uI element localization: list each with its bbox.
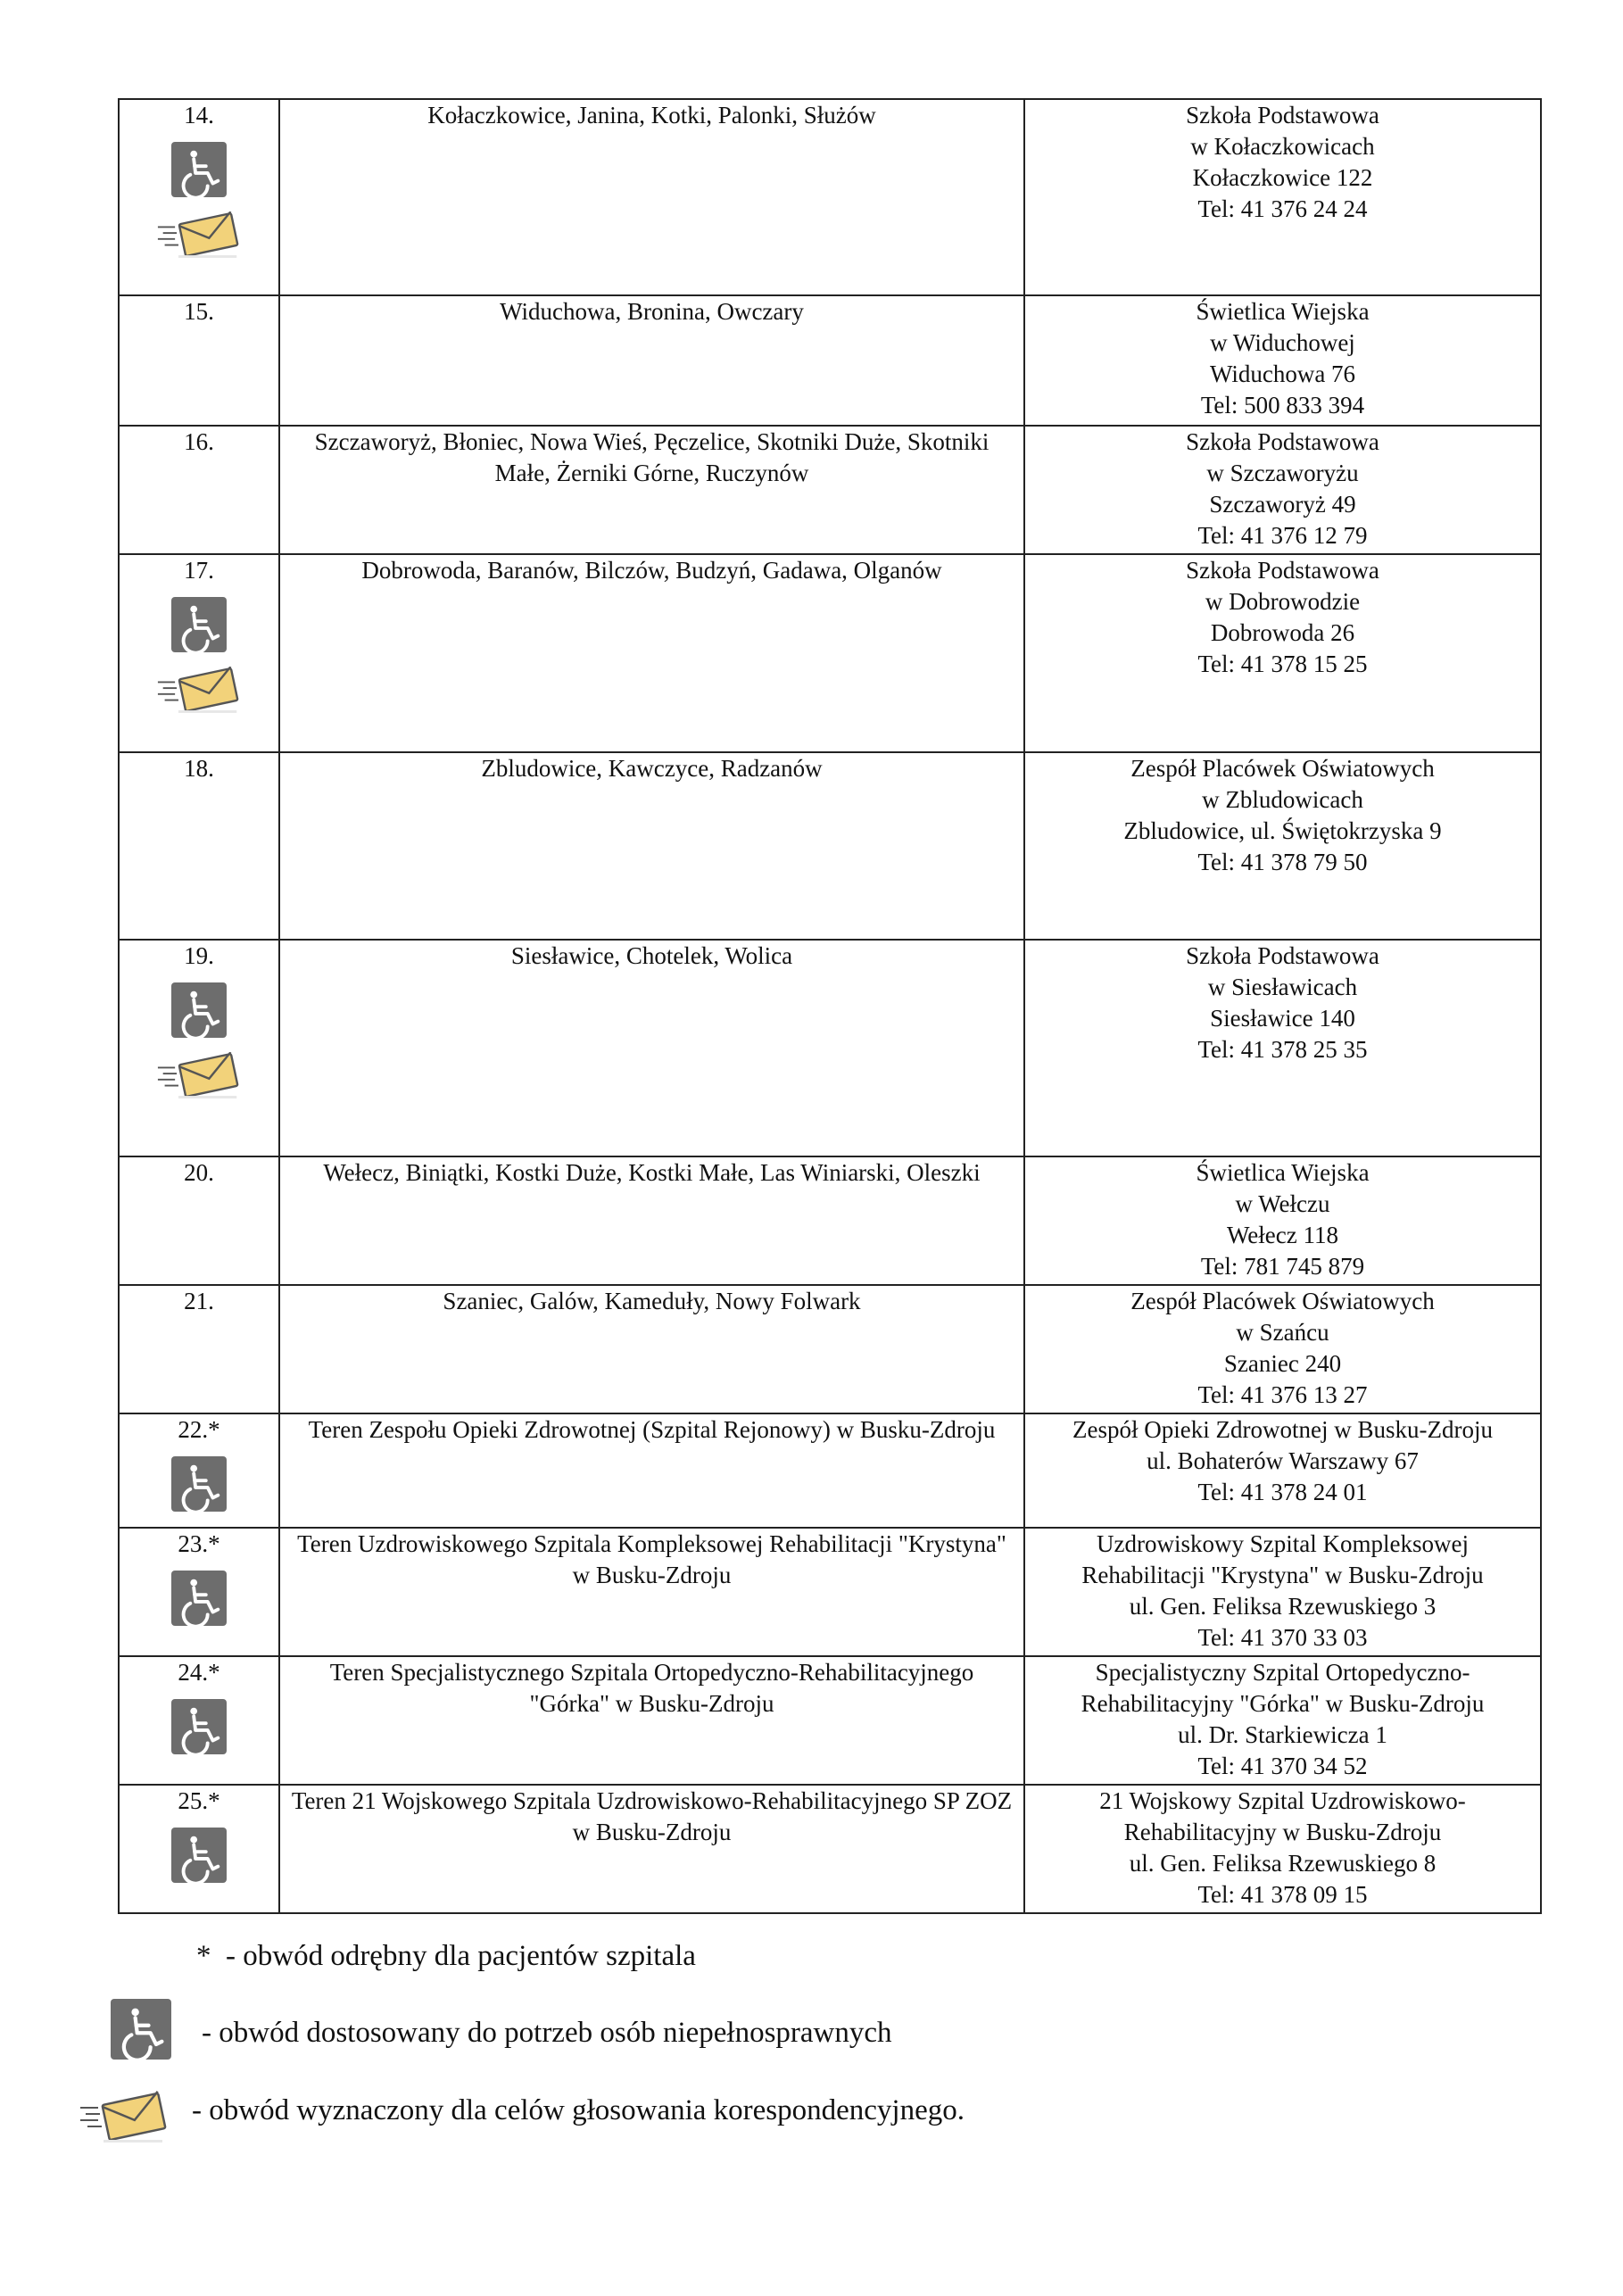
district-places-cell <box>279 99 1024 295</box>
table-row <box>119 99 1541 295</box>
polling-station-line: 21 Wojskowy Szpital Uzdrowiskowo- <box>1099 1787 1466 1814</box>
polling-station-line: Tel: 41 376 24 24 <box>1197 195 1368 222</box>
wheelchair-icon <box>111 1999 171 2060</box>
district-number-cell <box>119 1656 279 1785</box>
district-icons <box>121 131 277 260</box>
asterisk-symbol: * <box>196 1940 211 1972</box>
asterisk-description: - obwód odrębny dla pacjentów szpitala <box>226 1940 696 1972</box>
wheelchair-icon <box>171 1699 227 1754</box>
polling-station-line: w Zbludowicach <box>1202 786 1363 813</box>
district-number-cell <box>119 1785 279 1913</box>
legend-asterisk <box>196 1938 696 1974</box>
polling-station-line: Szkoła Podstawowa <box>1186 942 1379 969</box>
districts-table <box>118 98 1542 1914</box>
polling-station-line: Szkoła Podstawowa <box>1186 557 1379 584</box>
polling-station-cell <box>1024 426 1541 554</box>
accessible-description: - obwód dostosowany do potrzeb osób niepełnosprawnych <box>202 2017 892 2049</box>
district-places: Dobrowoda, Baranów, Bilczów, Budzyń, Gadawa, Olganów <box>361 557 942 584</box>
polling-station-line: w Widuchowej <box>1210 329 1355 356</box>
district-places-cell <box>279 295 1024 426</box>
polling-station-line: Dobrowoda 26 <box>1210 619 1355 646</box>
polling-station-line: Tel: 41 378 09 15 <box>1197 1881 1368 1908</box>
district-places: Siesławice, Chotelek, Wolica <box>510 942 793 969</box>
district-number-cell <box>119 554 279 752</box>
polling-station-line: Specjalistyczny Szpital Ortopedyczno- <box>1095 1659 1470 1686</box>
polling-station-line: ul. Gen. Feliksa Rzewuskiego 8 <box>1129 1850 1437 1877</box>
district-number: 15. <box>184 298 214 325</box>
table-row <box>119 1156 1541 1285</box>
wheelchair-icon <box>171 597 227 652</box>
district-number-cell <box>119 940 279 1156</box>
district-number: 17. <box>184 557 214 584</box>
district-icons <box>121 972 277 1100</box>
district-number: 22.* <box>178 1416 220 1443</box>
district-icons <box>121 1688 277 1754</box>
district-icons <box>121 1817 277 1883</box>
district-number: 16. <box>184 428 214 455</box>
polling-station-line: Rehabilitacji "Krystyna" w Busku-Zdroju <box>1081 1562 1484 1588</box>
district-number: 25.* <box>178 1787 220 1814</box>
polling-station-line: Szaniec 240 <box>1223 1350 1342 1377</box>
wheelchair-icon <box>171 982 227 1038</box>
polling-station-line: Tel: 781 745 879 <box>1200 1253 1365 1280</box>
district-number-cell <box>119 426 279 554</box>
polling-station-cell <box>1024 99 1541 295</box>
polling-station-cell <box>1024 1656 1541 1785</box>
polling-station-cell <box>1024 1285 1541 1413</box>
polling-station-line: Zespół Placówek Oświatowych <box>1130 1288 1435 1314</box>
table-row <box>119 1785 1541 1913</box>
envelope-icon <box>156 1052 242 1100</box>
table-row <box>119 752 1541 940</box>
polling-station-line: ul. Bohaterów Warszawy 67 <box>1147 1447 1419 1474</box>
polling-station-line: w Siesławicach <box>1207 974 1358 1000</box>
district-places: Zbludowice, Kawczyce, Radzanów <box>481 755 823 782</box>
wheelchair-icon <box>171 1571 227 1626</box>
district-places: Szaniec, Galów, Kameduły, Nowy Folwark <box>443 1288 861 1314</box>
polling-station-line: Świetlica Wiejska <box>1196 1159 1370 1186</box>
polling-station-line: Świetlica Wiejska <box>1196 298 1370 325</box>
polling-station-line: Rehabilitacyjny w Busku-Zdroju <box>1123 1819 1442 1845</box>
table-row <box>119 554 1541 752</box>
polling-station-line: Szkoła Podstawowa <box>1186 102 1379 128</box>
polling-station-line: Zbludowice, ul. Świętokrzyska 9 <box>1123 817 1442 844</box>
district-places-cell <box>279 1413 1024 1528</box>
polling-station-line: w Kołaczkowicach <box>1190 133 1375 160</box>
polling-station-line: Zespół Placówek Oświatowych <box>1130 755 1435 782</box>
polling-station-line: w Dobrowodzie <box>1205 588 1361 615</box>
legend-postal <box>192 2093 965 2128</box>
polling-station-line: Tel: 41 376 13 27 <box>1197 1381 1368 1408</box>
polling-station-line: Szkoła Podstawowa <box>1186 428 1379 455</box>
polling-station-cell <box>1024 295 1541 426</box>
district-places-cell <box>279 752 1024 940</box>
district-number-cell <box>119 1413 279 1528</box>
polling-station-line: ul. Gen. Feliksa Rzewuskiego 3 <box>1129 1593 1437 1620</box>
legend-postal-icon <box>79 2090 168 2143</box>
envelope-icon <box>156 667 242 715</box>
district-places: Widuchowa, Bronina, Owczary <box>500 298 804 325</box>
district-number: 23.* <box>178 1530 220 1557</box>
district-number: 24.* <box>178 1659 220 1686</box>
district-icons <box>121 586 277 715</box>
district-places: Wełecz, Biniątki, Kostki Duże, Kostki Małe, Las Winiarski, Oleszki <box>323 1159 981 1186</box>
legend-accessible-icon <box>111 1999 171 2060</box>
polling-station-line: w Wełczu <box>1235 1190 1330 1217</box>
district-number: 21. <box>184 1288 214 1314</box>
district-places: Kołaczkowice, Janina, Kotki, Palonki, Służów <box>427 102 876 128</box>
district-number-cell <box>119 1528 279 1656</box>
polling-station-cell <box>1024 1413 1541 1528</box>
table-row <box>119 426 1541 554</box>
district-places: Teren Specjalistycznego Szpitala Ortopedyczno-Rehabilitacyjnego "Górka" w Busku-Zdroju <box>329 1659 974 1717</box>
polling-station-cell <box>1024 1528 1541 1656</box>
district-icons <box>121 1446 277 1512</box>
district-places-cell <box>279 1656 1024 1785</box>
district-places-cell <box>279 1285 1024 1413</box>
polling-station-line: Tel: 41 378 15 25 <box>1197 651 1368 677</box>
polling-station-cell <box>1024 940 1541 1156</box>
wheelchair-icon <box>171 142 227 197</box>
district-number: 14. <box>184 102 214 128</box>
table-row <box>119 1528 1541 1656</box>
polling-station-line: Rehabilitacyjny "Górka" w Busku-Zdroju <box>1081 1690 1485 1717</box>
polling-station-line: Kołaczkowice 122 <box>1192 164 1373 191</box>
district-places-cell <box>279 1528 1024 1656</box>
polling-station-cell <box>1024 752 1541 940</box>
polling-station-line: Szczaworyż 49 <box>1209 491 1356 518</box>
polling-station-line: Tel: 500 833 394 <box>1200 392 1365 419</box>
legend-accessible <box>202 2015 892 2051</box>
district-places: Szczaworyż, Błoniec, Nowa Wieś, Pęczelice, Skotniki Duże, Skotniki Małe, Żerniki Górne, Ruczynów <box>314 428 990 486</box>
district-number-cell <box>119 1156 279 1285</box>
envelope-icon <box>79 2090 168 2143</box>
district-number: 20. <box>184 1159 214 1186</box>
polling-station-line: Wełecz 118 <box>1226 1222 1338 1248</box>
district-number: 19. <box>184 942 214 969</box>
district-places-cell <box>279 554 1024 752</box>
district-number-cell <box>119 295 279 426</box>
polling-station-line: ul. Dr. Starkiewicza 1 <box>1178 1721 1387 1748</box>
table-row <box>119 1413 1541 1528</box>
polling-station-cell <box>1024 554 1541 752</box>
polling-station-cell <box>1024 1156 1541 1285</box>
district-places-cell <box>279 426 1024 554</box>
district-places: Teren 21 Wojskowego Szpitala Uzdrowiskowo-Rehabilitacyjnego SP ZOZ w Busku-Zdroju <box>291 1787 1013 1845</box>
polling-station-line: w Szańcu <box>1236 1319 1329 1346</box>
polling-station-line: Zespół Opieki Zdrowotnej w Busku-Zdroju <box>1072 1416 1493 1443</box>
polling-station-line: Tel: 41 378 24 01 <box>1197 1479 1368 1505</box>
polling-station-line: Tel: 41 378 25 35 <box>1197 1036 1368 1063</box>
table-row <box>119 1656 1541 1785</box>
polling-station-line: Uzdrowiskowy Szpital Kompleksowej <box>1097 1530 1469 1557</box>
district-places-cell <box>279 1156 1024 1285</box>
postal-description: - obwód wyznaczony dla celów głosowania korespondencyjnego. <box>192 2094 965 2126</box>
district-places-cell <box>279 1785 1024 1913</box>
district-number-cell <box>119 99 279 295</box>
district-number-cell <box>119 752 279 940</box>
polling-station-line: Tel: 41 370 33 03 <box>1197 1624 1368 1651</box>
polling-station-line: Tel: 41 370 34 52 <box>1197 1753 1368 1779</box>
district-icons <box>121 1560 277 1626</box>
polling-station-line: Widuchowa 76 <box>1209 361 1356 387</box>
polling-station-line: Tel: 41 378 79 50 <box>1197 849 1368 875</box>
district-places: Teren Uzdrowiskowego Szpitala Kompleksowej Rehabilitacji "Krystyna" w Busku-Zdroju <box>297 1530 1006 1588</box>
polling-station-line: Tel: 41 376 12 79 <box>1197 522 1368 549</box>
polling-station-line: w Szczaworyżu <box>1206 460 1359 486</box>
envelope-icon <box>156 211 242 260</box>
table-row <box>119 295 1541 426</box>
wheelchair-icon <box>171 1828 227 1883</box>
polling-station-line: Siesławice 140 <box>1210 1005 1355 1032</box>
district-number: 18. <box>184 755 214 782</box>
district-places-cell <box>279 940 1024 1156</box>
district-places: Teren Zespołu Opieki Zdrowotnej (Szpital Rejonowy) w Busku-Zdroju <box>308 1416 996 1443</box>
wheelchair-icon <box>171 1456 227 1512</box>
district-number-cell <box>119 1285 279 1413</box>
table-row <box>119 1285 1541 1413</box>
table-row <box>119 940 1541 1156</box>
polling-station-cell <box>1024 1785 1541 1913</box>
